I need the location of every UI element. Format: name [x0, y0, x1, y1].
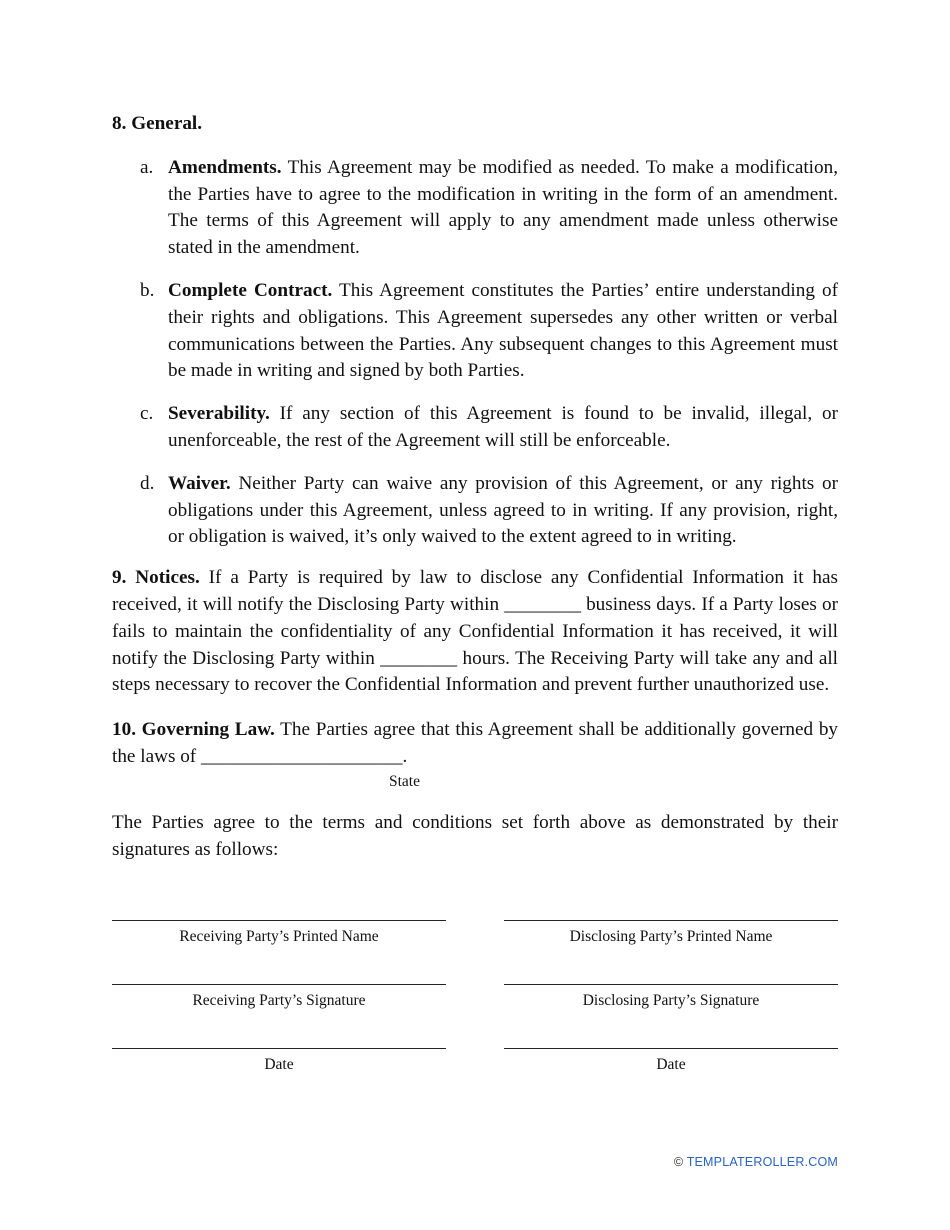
footer-brand[interactable] — [674, 1155, 838, 1169]
receiving-signature-cell — [112, 966, 446, 1030]
signature-row-names — [112, 902, 838, 966]
item-heading: Amendments. — [168, 156, 282, 178]
disclosing-date-line[interactable] — [504, 1030, 838, 1049]
signature-block — [112, 902, 838, 1094]
receiving-date-caption: Date — [264, 1056, 294, 1073]
item-text: Neither Party can waive any provision of this Agreement, or any rights or obligations under this Agreement, unless agreed to in writing. If any provision, right, or obligation is waived, it’s only waived to the extent agreed to in writing. — [168, 472, 838, 548]
section-8-title: 8. General. — [112, 113, 203, 134]
item-text: If any section of this Agreement is found to be invalid, illegal, or unenforceable, the rest of the Agreement will still be enforceable. — [168, 403, 838, 451]
disclosing-name-cell — [504, 902, 838, 966]
item-heading: Complete Contract. — [168, 279, 333, 301]
receiving-signature-line[interactable] — [112, 966, 446, 985]
signature-row-dates — [112, 1030, 838, 1094]
disclosing-signature-cell — [504, 966, 838, 1030]
item-letter: b. — [140, 279, 155, 301]
section-8-list — [112, 155, 838, 551]
item-text: This Agreement constitutes the Parties’ entire understanding of their rights and obligations. This Agreement supersedes any other written or verbal communications between the Parties. Any subsequent changes to this Agreement must be made in writing and signed by both Parties. — [168, 279, 839, 382]
closing-paragraph: The Parties agree to the terms and conditions set forth above as demonstrated by their signatures as follows: — [112, 811, 838, 860]
section-10-governing-law — [112, 717, 838, 771]
disclosing-date-cell — [504, 1030, 838, 1094]
list-item — [112, 155, 838, 262]
disclosing-name-caption: Disclosing Party’s Printed Name — [569, 928, 773, 945]
receiving-name-caption: Receiving Party’s Printed Name — [179, 928, 379, 945]
state-caption: State — [389, 772, 420, 790]
section-9-notices — [112, 565, 838, 699]
receiving-name-line[interactable] — [112, 902, 446, 921]
item-letter: a. — [140, 156, 154, 178]
list-item — [112, 278, 838, 385]
receiving-signature-caption: Receiving Party’s Signature — [192, 992, 366, 1009]
receiving-name-cell — [112, 902, 446, 966]
section-10-text: The Parties agree that this Agreement shall be additionally governed by the laws of _____________________. — [112, 719, 839, 767]
disclosing-signature-caption: Disclosing Party’s Signature — [582, 992, 760, 1009]
item-text: This Agreement may be modified as needed. To make a modification, the Parties have to agree to the modification in writing in the form of an amendment. The terms of this Agreement will apply to any amendment made unless otherwise stated in the amendment. — [168, 156, 838, 259]
item-letter: c. — [140, 403, 154, 425]
item-letter: d. — [140, 472, 155, 494]
item-heading: Waiver. — [168, 472, 231, 494]
list-item — [112, 401, 838, 455]
section-9-text: If a Party is required by law to disclose any Confidential Information it has received, it will notify the Disclosing Party within ________ business days. If a Party loses or fails to maintain the confidentiality of any Confidential Information it has received, it will notify the Disclosing Party within ________ hours. The Receiving Party will take any and all steps necessary to recover the Confidential Information and prevent further unauthorized use. — [112, 567, 839, 696]
section-10-heading: 10. Governing Law. — [112, 719, 275, 741]
disclosing-date-caption: Date — [656, 1056, 686, 1073]
item-heading: Severability. — [168, 403, 270, 425]
copyright-symbol: © — [673, 1155, 684, 1169]
document-body — [112, 108, 838, 863]
disclosing-signature-line[interactable] — [504, 966, 838, 985]
list-item — [112, 471, 838, 551]
receiving-date-cell — [112, 1030, 446, 1094]
brand-link[interactable]: TEMPLATEROLLER.COM — [686, 1155, 838, 1169]
section-9-heading: 9. Notices. — [112, 567, 200, 589]
signature-row-signatures — [112, 966, 838, 1030]
receiving-date-line[interactable] — [112, 1030, 446, 1049]
disclosing-name-line[interactable] — [504, 902, 838, 921]
